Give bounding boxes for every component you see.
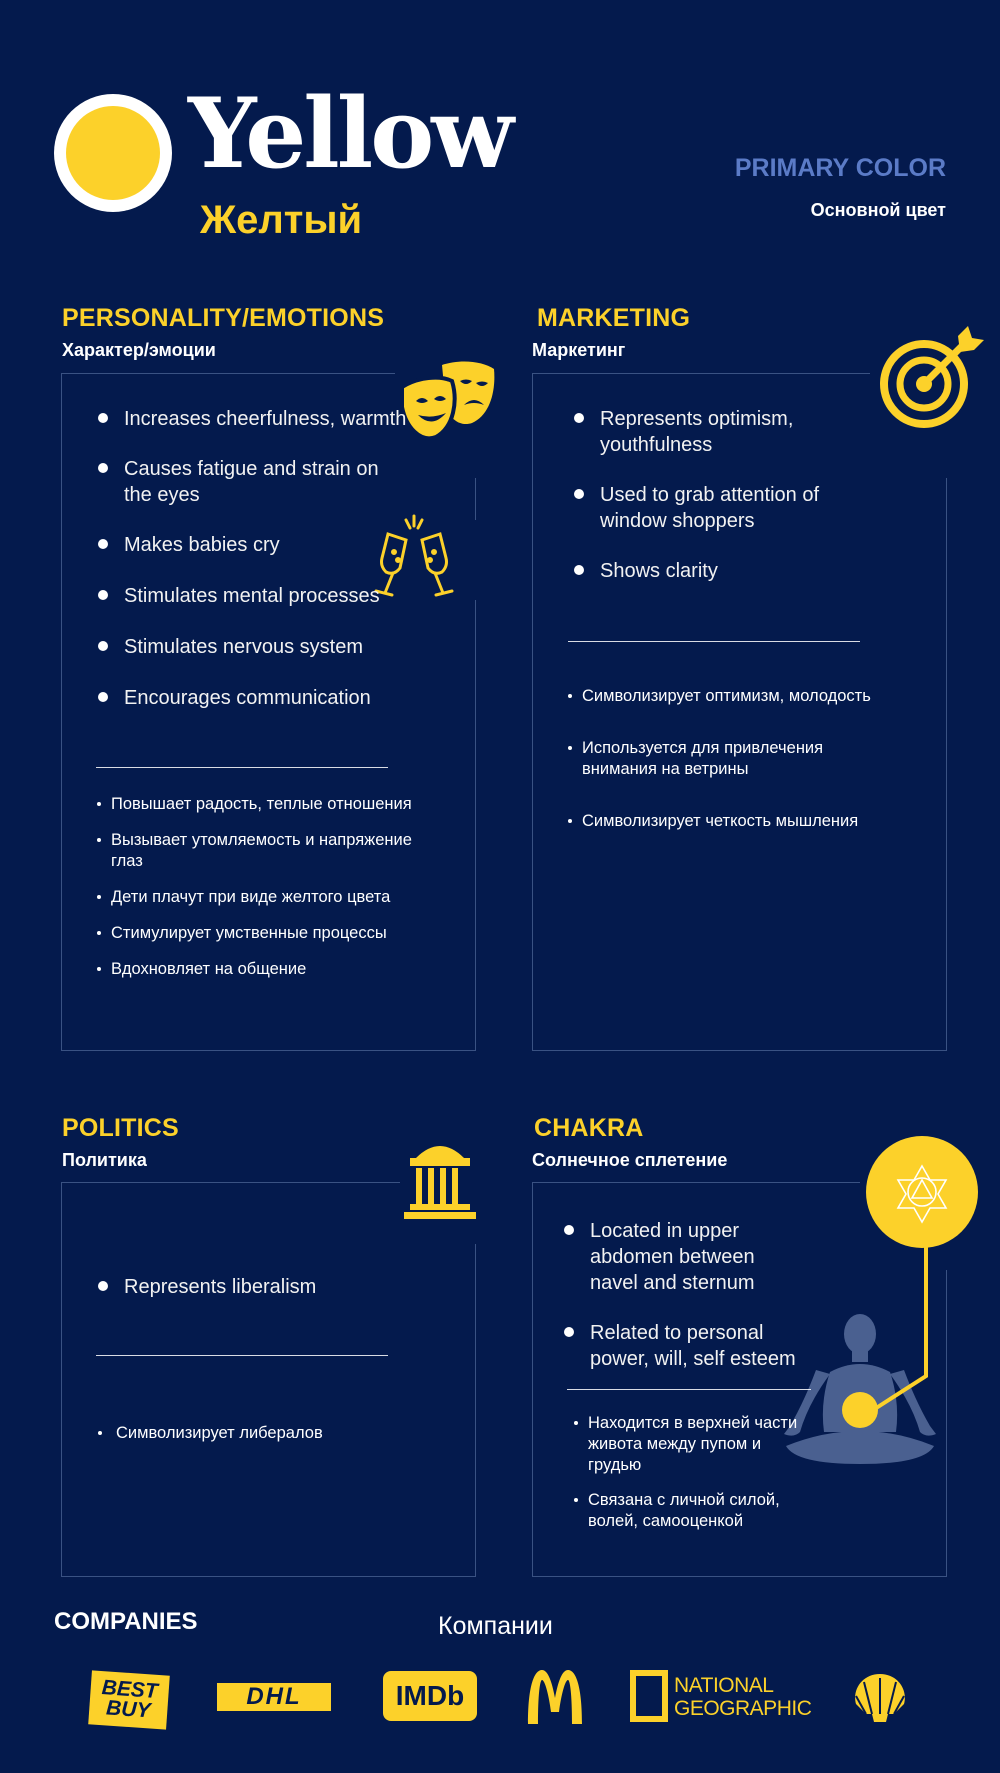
primary-color-label-ru: Основной цвет	[810, 200, 946, 220]
chakra-title: CHAKRA	[534, 1114, 644, 1142]
list-item: Stimulates nervous system	[98, 634, 408, 660]
page-title: Yellow	[188, 77, 511, 190]
list-item: Located in upper abdomen between navel and sternum	[564, 1218, 800, 1296]
government-building-icon	[402, 1140, 478, 1220]
divider	[96, 1355, 388, 1356]
list-item: Stimulates mental processes	[98, 583, 418, 609]
yellow-sun-icon	[54, 94, 172, 212]
imdb-logo: IMDb	[383, 1671, 477, 1721]
primary-color-label: PRIMARY COLOR	[734, 154, 946, 182]
list-item: Encourages communication	[98, 685, 408, 711]
list-item: Вдохновляет на общение	[97, 959, 457, 980]
list-item: Символизирует либералов	[98, 1423, 438, 1444]
national-geographic-frame-icon	[630, 1670, 668, 1722]
politics-subtitle: Политика	[62, 1150, 147, 1170]
list-item: Causes fatigue and strain on the eyes	[98, 456, 408, 508]
list-item: Represents optimism, youthfulness	[574, 406, 864, 458]
politics-title: POLITICS	[62, 1114, 179, 1142]
meditation-figure-icon	[776, 1130, 990, 1474]
list-item: Используется для привлечения внимания на ветрины	[568, 738, 868, 780]
companies-title-ru: Компании	[438, 1612, 553, 1640]
target-icon	[876, 322, 990, 434]
shell-logo	[852, 1672, 908, 1724]
page-subtitle: Желтый	[200, 198, 363, 242]
politics-en-list	[98, 1274, 428, 1300]
marketing-en-list	[574, 406, 864, 584]
list-item: Increases cheerfulness, warmth	[98, 406, 408, 432]
marketing-ru-list	[568, 686, 938, 832]
mcdonalds-logo	[526, 1670, 584, 1724]
list-item: Related to personal power, will, self esteem	[564, 1320, 800, 1372]
personality-ru-list	[97, 794, 457, 980]
politics-ru-list	[98, 1423, 438, 1444]
list-item: Вызывает утомляемость и напряжение глаз	[97, 830, 447, 872]
chakra-subtitle: Солнечное сплетение	[532, 1150, 728, 1170]
list-item: Дети плачут при виде желтого цвета	[97, 887, 457, 908]
personality-en-list	[98, 406, 408, 711]
chakra-ru-list	[574, 1413, 806, 1532]
list-item: Used to grab attention of window shoppers	[574, 482, 864, 534]
best-buy-logo: BEST BUY	[88, 1670, 170, 1729]
divider	[568, 641, 860, 642]
personality-subtitle: Характер/эмоции	[62, 340, 216, 360]
list-item: Стимулирует умственные процессы	[97, 923, 457, 944]
personality-title: PERSONALITY/EMOTIONS	[62, 304, 385, 332]
chakra-en-list	[564, 1218, 800, 1372]
list-item: Символизирует четкость мышления	[568, 811, 938, 832]
list-item: Represents liberalism	[98, 1274, 428, 1300]
list-item: Символизирует оптимизм, молодость	[568, 686, 938, 707]
marketing-subtitle: Маркетинг	[532, 340, 626, 360]
list-item: Shows clarity	[574, 558, 864, 584]
national-geographic-logo: NATIONAL GEOGRAPHIC	[674, 1674, 812, 1720]
list-item: Связана с личной силой, волей, самооценкой	[574, 1490, 806, 1532]
divider	[96, 767, 388, 768]
companies-title: COMPANIES	[54, 1608, 198, 1635]
list-item: Находится в верхней части живота между пупом и грудью	[574, 1413, 806, 1476]
theater-masks-icon	[398, 357, 498, 449]
divider	[567, 1389, 811, 1390]
marketing-title: MARKETING	[537, 304, 691, 332]
list-item: Повышает радость, теплые отношения	[97, 794, 457, 815]
list-item: Makes babies cry	[98, 532, 408, 558]
dhl-logo: DHL	[217, 1683, 331, 1711]
